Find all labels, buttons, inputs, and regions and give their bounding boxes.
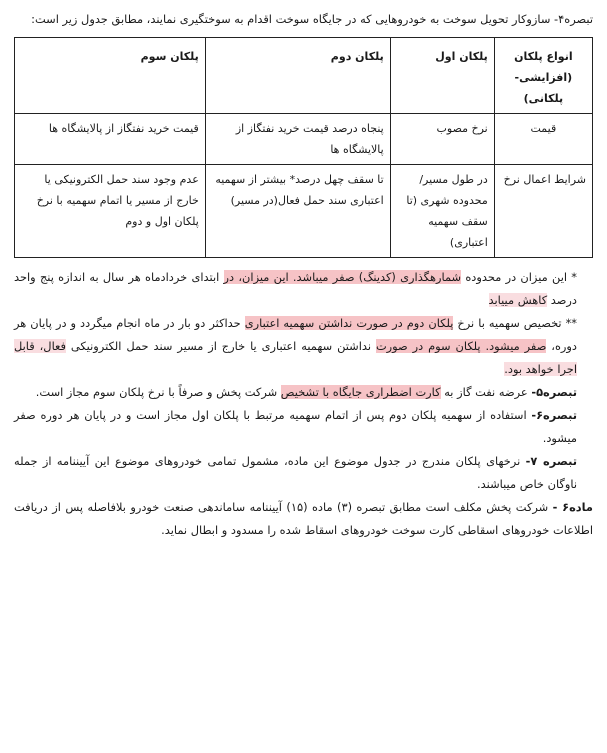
table-header-row (15, 38, 593, 114)
tabsare-7 (14, 450, 593, 496)
tabsare-5-title: تبصره۵- (531, 385, 577, 399)
tabsare-4-intro: تبصره۴- سازوکار تحویل سوخت به خودروهایی که در جایگاه سوخت اقدام به سوختگیری نمایند، مطابق جدول زیر است: (31, 12, 593, 26)
madde-6 (14, 496, 593, 542)
fuel-tier-table (14, 37, 593, 258)
tabsare-5 (14, 381, 593, 404)
tabsare-6-text: استفاده از سهمیه پلکان دوم پس از اتمام سهمیه مرتبط با پلکان اول مجاز است و در پایان هر دوره صفر میشود. (14, 408, 577, 445)
header-tier-types: انواع پلکان (افزایشی-پلکانی) (494, 38, 592, 114)
header-tier-1: پلکان اول (390, 38, 494, 114)
madde-6-text: شرکت پخش مکلف است مطابق تبصره (۳) ماده (۱۵) آییننامه ساماندهی صنعت خودرو بلافاصله پس از دریافت اطلاعات خودروهای اسقاطی کارت سوخت خودروهای اسقاط شده را مسدود و ابطال نماید. (14, 500, 593, 537)
footnote-1-text-cont: ابتدای خردادماه هر سال به اندازه پنج واحد درصد (14, 270, 577, 307)
footnote-1 (14, 266, 593, 312)
table-row (15, 114, 593, 165)
row-label-conditions: شرایط اعمال نرخ (494, 165, 592, 258)
footnote-1-text: * این میزان در محدوده (461, 270, 577, 284)
highlight-mark: فعال، قابل اجرا خواهد بود. (14, 339, 577, 376)
highlight-mark: پلکان دوم در صورت نداشتن سهمیه اعتباری (244, 316, 454, 330)
cell-condition-tier-3: عدم وجود سند حمل الکترونیکی یا خارج از مسیر یا اتمام سهمیه با نرخ پلکان اول و دوم (15, 165, 206, 258)
cell-price-tier-3: قیمت خرید نفتگاز از پالایشگاه ها (15, 114, 206, 165)
highlight-mark: کارت اضطراری جایگاه با تشخیص (280, 385, 441, 399)
cell-price-tier-1: نرخ مصوب (390, 114, 494, 165)
madde-6-title: ماده۶ - (552, 500, 593, 514)
header-tier-2: پلکان دوم (205, 38, 390, 114)
footnote-2-text-cont2: نداشتن سهمیه اعتباری یا خارج از مسیر سند حمل الکترونیکی (65, 339, 376, 353)
tabsare-5-text: عرضه نفت گاز به (440, 385, 532, 399)
footnote-2 (14, 312, 593, 381)
tabsare-7-title: تبصره ۷- (525, 454, 577, 468)
highlight-mark: صفر میشود. پلکان سوم در صورت (375, 339, 547, 353)
footnote-2-text: ** تخصیص سهمیه با نرخ (453, 316, 577, 330)
tabsare-5-text-cont: شرکت پخش و صرفاً با نرخ پلکان سوم مجاز است. (35, 385, 281, 399)
highlight-mark: کاهش مییابد (488, 293, 548, 307)
header-tier-3: پلکان سوم (15, 38, 206, 114)
cell-condition-tier-1: در طول مسیر/ محدوده شهری (تا سقف سهمیه اعتباری) (390, 165, 494, 258)
cell-condition-tier-2: تا سقف چهل درصد* بیشتر از سهمیه اعتباری سند حمل فعال(در مسیر) (205, 165, 390, 258)
highlight-mark: شمارهگذاری (کدینگ) صفر میباشد. این میزان، در (223, 270, 462, 284)
tabsare-6 (14, 404, 593, 450)
row-label-price: قیمت (494, 114, 592, 165)
tabsare-6-title: تبصره۶- (531, 408, 577, 422)
cell-price-tier-2: پنجاه درصد قیمت خرید نفتگاز از پالایشگاه ها (205, 114, 390, 165)
table-row (15, 165, 593, 258)
tabsare-7-text: نرخهای پلکان مندرج در جدول موضوع این ماده، مشمول تمامی خودروهای موضوع این آییننامه از جمله ناوگان خاص میباشند. (14, 454, 577, 491)
footnote-2-text-cont: حداکثر دو بار در ماه انجام میگردد و در پایان هر دوره، (14, 316, 577, 353)
